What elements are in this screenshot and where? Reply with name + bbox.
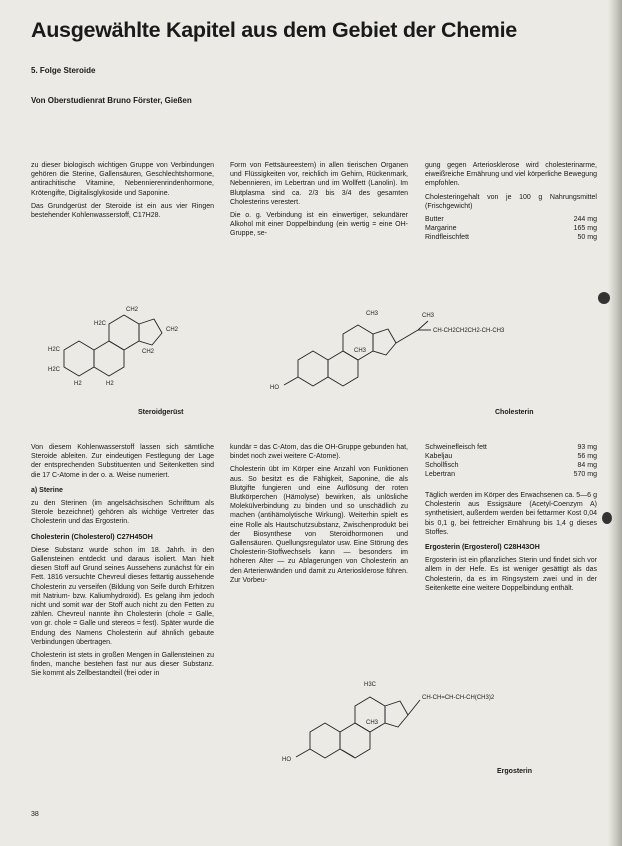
cholesterin-sidechain: CH-CH2CH2CH2-CH-CH3: [433, 328, 505, 334]
food-value: 84 mg: [577, 462, 597, 469]
cholesterin-structure-figure: [268, 295, 598, 415]
table-row: [425, 452, 597, 461]
paragraph: zu dieser biologisch wichtigen Gruppe von Verbindungen gehören die Sterine, Gallensäuren, Geschlechtshormone, antirachitische Vitamine, Nebennierenrindenhormone, Krötengifte, Digitalisglykoside und Saponine.: [31, 162, 214, 197]
column-3-top: [425, 161, 597, 242]
food-value: 165 mg: [573, 225, 597, 233]
paragraph: Cholesterin ist stets in großen Mengen in Gallensteinen zu finden, manche bestehen fast nur aus dieser Substanz. Sie kommt als Zellbestandteil (frei oder in: [31, 652, 214, 678]
paragraph: gung gegen Arteriosklerose wird cholesterinarme, eiweißreiche Ernährung und viel körperliche Bewegung empfohlen.: [425, 162, 597, 188]
svg-text:HO: HO: [282, 757, 291, 763]
cholesterol-table-bottom: [425, 443, 597, 479]
paragraph: Diese Substanz wurde schon im 18. Jahrh. in den Gallensteinen entdeckt und daraus isoliert. Man hielt diesen Stoff auf Grund seines Aussehens zunächst für ein Fett. 1816 versuchte Chevreul dieses fettartig aussehende Cholesterin zu verseifen (Bildung von Seife durch Erhitzen mit Natrium- bzw. Kaliumhydroxid). Es gelang ihm jedoch nicht und somit war der Stoff auch nicht zu den Fetten zu zählen. Chevreul nannte ihn Cholesterin (chole = Galle, von gr. chole = Galle und stereos = fest). Später wurde die Endung des Namens Cholesterin auf ähnlich gebaute Verbindungen übertragen.: [31, 546, 214, 646]
section-heading-sterine: a) Sterine: [31, 486, 63, 494]
svg-text:H2: H2: [74, 381, 82, 387]
food-value: 93 mg: [577, 444, 597, 451]
food-name: Kabeljau: [425, 453, 453, 460]
food-name: Lebertran: [425, 471, 455, 478]
paragraph: Cholesteringehalt von je 100 g Nahrungsmittel (Frischgewicht): [425, 193, 597, 210]
table-row: [425, 215, 597, 224]
food-name: Margarine: [425, 225, 457, 233]
cholesterin-caption: Cholesterin: [495, 409, 534, 416]
svg-text:H2C: H2C: [94, 321, 107, 327]
paragraph: kundär = das C-Atom, das die OH-Gruppe gebunden hat, bindet noch zwei weitere C-Atome).: [230, 444, 408, 461]
column-3-bottom: [425, 443, 597, 597]
section-heading-ergosterin: Ergosterin (Ergosterol) C28H43OH: [425, 544, 540, 552]
page-edge-shadow: [608, 0, 622, 846]
svg-text:CH2: CH2: [142, 349, 155, 355]
svg-text:H2C: H2C: [48, 367, 61, 373]
paragraph: Ergosterin ist ein pflanzliches Sterin und findet sich vor allem in der Hefe. Es ist weniger gesättigt als das Cholesterin, da es im Ringsystem zwei und in der Seitenkette eine weitere Doppelbindung enthält.: [425, 557, 597, 592]
paragraph: Cholesterin übt im Körper eine Anzahl von Funktionen aus. So besitzt es die Fähigkeit, Saponine, die als Blutgifte fungieren und eine Auflösung der roten Blutkörperchen (Hämolyse) bewirken, als unlösliche Molekülverbindung zu binden und so unschädlich zu machen (antihämolytische Wirkung). Weiterhin spielt es eine Rolle als Hautschutzsubstanz, Zwischenprodukt bei der Biosynthese von Steroidhormonen und Gallensäuren. Quellungsregulator usw. Eine Störung des Cholesterin-Stoffwechsels kann — besonders im höheren Alter — zu Ablagerungen von Cholesterin an den Arterienwänden und damit zu Arteriosklerose führen. Zur Vorbeu-: [230, 466, 408, 584]
food-value: 50 mg: [577, 234, 597, 242]
page-title: Ausgewählte Kapitel aus dem Gebiet der Chemie: [31, 18, 517, 42]
svg-text:CH2: CH2: [166, 327, 179, 333]
svg-text:H3C: H3C: [364, 682, 377, 688]
paragraph: Form von Fettsäureestern) in allen tierischen Organen und Flüssigkeiten vor, reichlich im Gehirn, Rückenmark, Nebennieren, im Lebertran und im Wollfett (Lanolin). Im Blutplasma sind ca. 2/3 bis 3/4 des gesamten Cholesterins verestert.: [230, 162, 408, 206]
ergosterin-structure-figure: [280, 672, 600, 792]
svg-text:H2: H2: [106, 381, 114, 387]
author-line: Von Oberstudienrat Bruno Förster, Gießen: [31, 96, 192, 105]
ergosterin-sidechain: CH-CH=CH-CH-CH(CH3)2: [422, 695, 495, 701]
punch-hole: [598, 292, 610, 304]
table-row: [425, 233, 597, 242]
punch-hole: [602, 512, 612, 524]
svg-text:CH3: CH3: [366, 720, 379, 726]
cholesterol-table-top: [425, 215, 597, 242]
svg-text:CH2: CH2: [126, 307, 139, 313]
food-name: Schweinefleisch fett: [425, 444, 487, 451]
food-value: 570 mg: [573, 471, 597, 478]
ergosterin-caption: Ergosterin: [497, 768, 533, 775]
svg-text:CH3: CH3: [366, 311, 379, 317]
steroid-skeleton-figure: [34, 295, 234, 415]
table-row: [425, 224, 597, 233]
paragraph: Von diesem Kohlenwasserstoff lassen sich sämtliche Steroide ableiten. Zur eindeutigen Festlegung der Lage der entsprechenden Substituenten und Seitenketten sind die 17 C-Atome in der o. a. Weise numeriert.: [31, 444, 214, 479]
section-heading-cholesterin: Cholesterin (Cholesterol) C27H45OH: [31, 533, 153, 541]
page-number: 38: [31, 811, 39, 818]
food-name: Rindfleischfett: [425, 234, 469, 242]
svg-text:CH3: CH3: [354, 348, 367, 354]
table-row: [425, 461, 597, 470]
column-1-bottom: [31, 443, 214, 683]
series-label: 5. Folge Steroide: [31, 66, 96, 75]
paragraph: Das Grundgerüst der Steroide ist ein aus vier Ringen bestehender Kohlenwasserstoff, C17H28.: [31, 202, 214, 220]
paragraph: Täglich werden im Körper des Erwachsenen ca. 5—6 g Cholesterin aus Essigsäure (Acetyl-Coenzym A) synthetisiert, außerdem werden bei fettarmer Kost 0,04 bis 0,1 g, bei fettreicher Ernährung bis 1,4 g dieses Stoffes.: [425, 492, 597, 536]
table-row: [425, 443, 597, 452]
table-row: [425, 470, 597, 479]
food-name: Butter: [425, 216, 444, 224]
column-2-top: [230, 161, 408, 243]
food-name: Schollfisch: [425, 462, 459, 469]
svg-text:HO: HO: [270, 385, 279, 391]
food-value: 56 mg: [577, 453, 597, 460]
paragraph: zu den Sterinen (im angelsächsischen Schrifttum als Sterole bezeichnet) gehören als wichtige Vertreter das Cholesterin und das Ergosterin.: [31, 500, 214, 526]
paragraph: Die o. g. Verbindung ist ein einwertiger, sekundärer Alkohol mit einer Doppelbindung (ein wertig = eine OH-Gruppe, se-: [230, 212, 408, 238]
column-1-top: [31, 161, 214, 224]
column-2-bottom: [230, 443, 408, 589]
food-value: 244 mg: [573, 216, 597, 224]
steroid-caption: Steroidgerüst: [138, 409, 184, 416]
svg-text:CH3: CH3: [422, 313, 435, 319]
svg-text:H2C: H2C: [48, 347, 61, 353]
